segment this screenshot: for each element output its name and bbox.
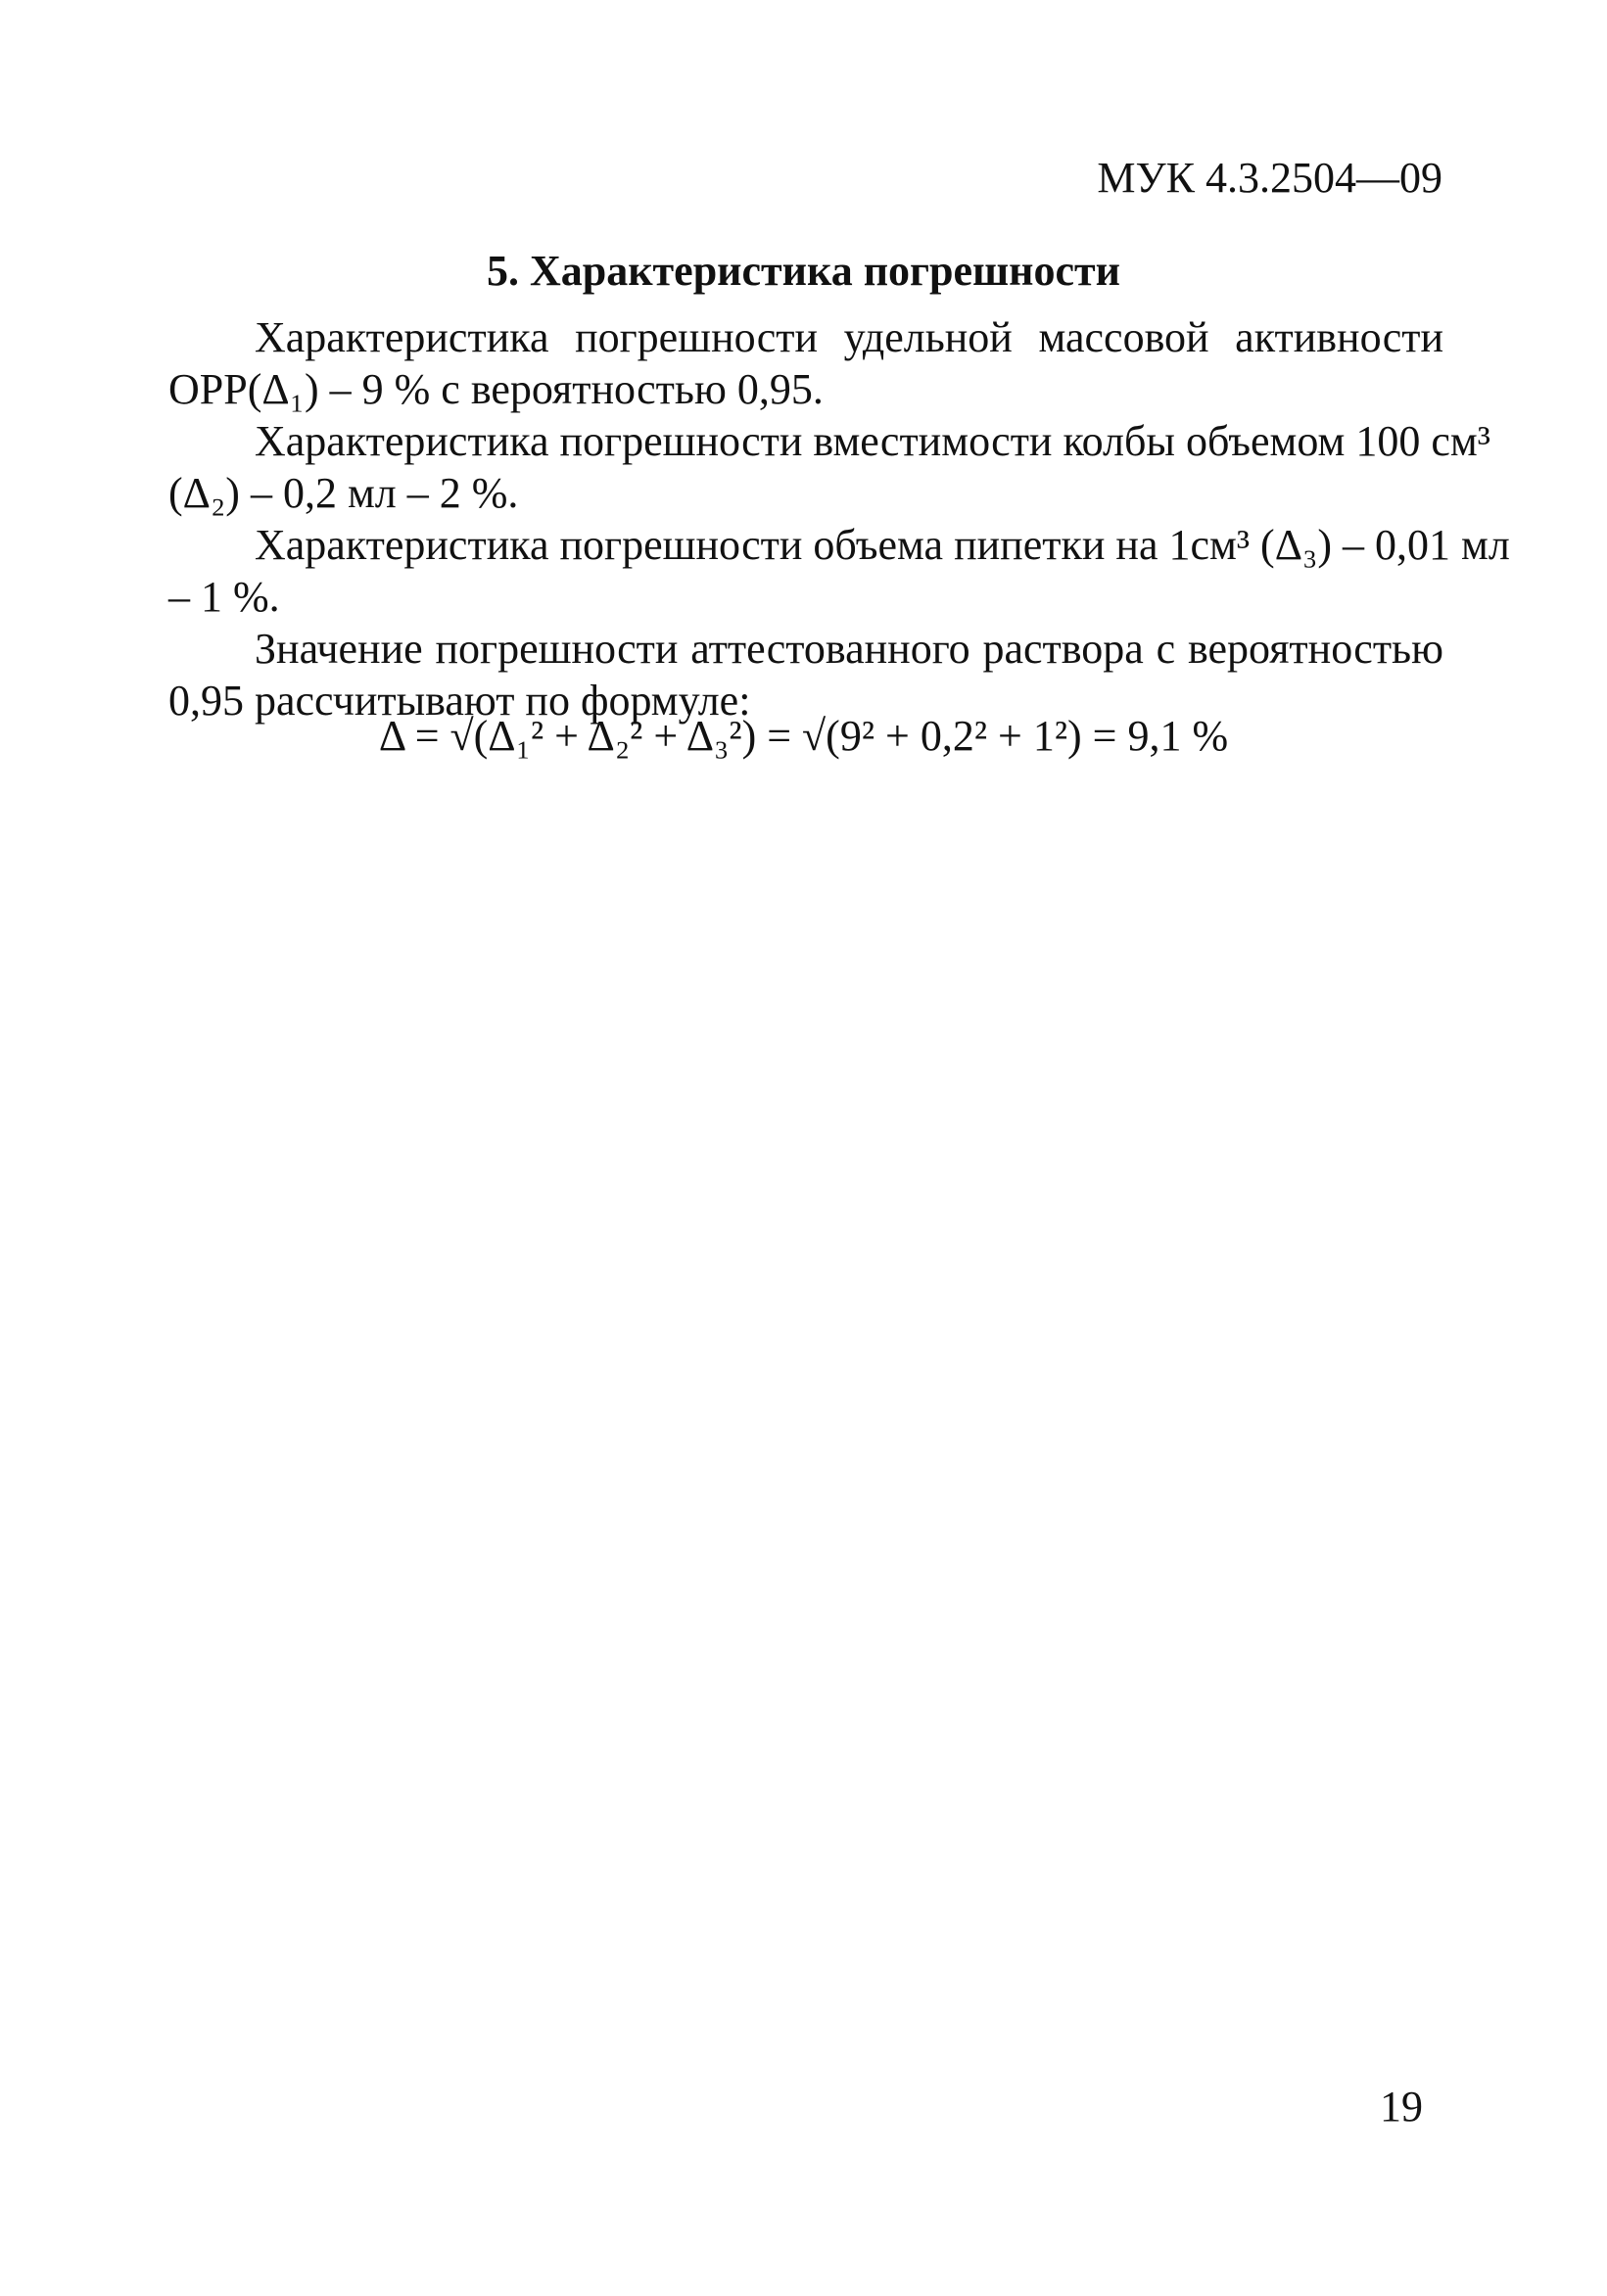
word: вероятностью	[1187, 625, 1443, 673]
word: Характеристика	[255, 313, 549, 361]
section-body	[168, 311, 1510, 726]
paragraph-line: Характеристика погрешности объема пипетки на 1см³ (Δ₃) – 0,01 мл	[255, 521, 1510, 569]
paragraph-error-characteristic-activity	[168, 311, 1443, 415]
error-formula	[0, 712, 1607, 760]
paragraph-line: Характеристика погрешности вместимости колбы объемом 100 см³	[255, 417, 1490, 465]
paragraph-line: ОРР(Δ₁) – 9 % с вероятностью 0,95.	[168, 365, 824, 413]
formula-text: Δ = √(Δ₁² + Δ₂² + Δ₃²) = √(9² + 0,2² + 1²) = 9,1 %	[378, 712, 1229, 760]
word: с	[1156, 625, 1176, 673]
word: раствора	[982, 625, 1144, 673]
word: массовой	[1038, 313, 1209, 361]
word: погрешности	[435, 625, 679, 673]
paragraph-line	[168, 311, 1443, 363]
paragraph-error-characteristic-pipette	[168, 519, 1510, 623]
word: погрешности	[575, 313, 819, 361]
section-title: 5. Характеристика погрешности	[486, 247, 1121, 295]
paragraph-line: (Δ₂) – 0,2 мл – 2 %.	[168, 469, 519, 517]
word: Значение	[255, 625, 423, 673]
word: аттестованного	[690, 625, 970, 673]
paragraph-line: – 1 %.	[168, 573, 280, 621]
paragraph-error-characteristic-flask	[168, 415, 1490, 519]
page-number: 19	[1380, 2083, 1423, 2131]
word: удельной	[843, 313, 1013, 361]
word: активности	[1235, 313, 1443, 361]
document-code: МУК 4.3.2504—09	[1097, 154, 1442, 202]
paragraph-line: 0,95 рассчитывают по формуле:	[168, 677, 751, 725]
paragraph-line	[168, 623, 1443, 675]
